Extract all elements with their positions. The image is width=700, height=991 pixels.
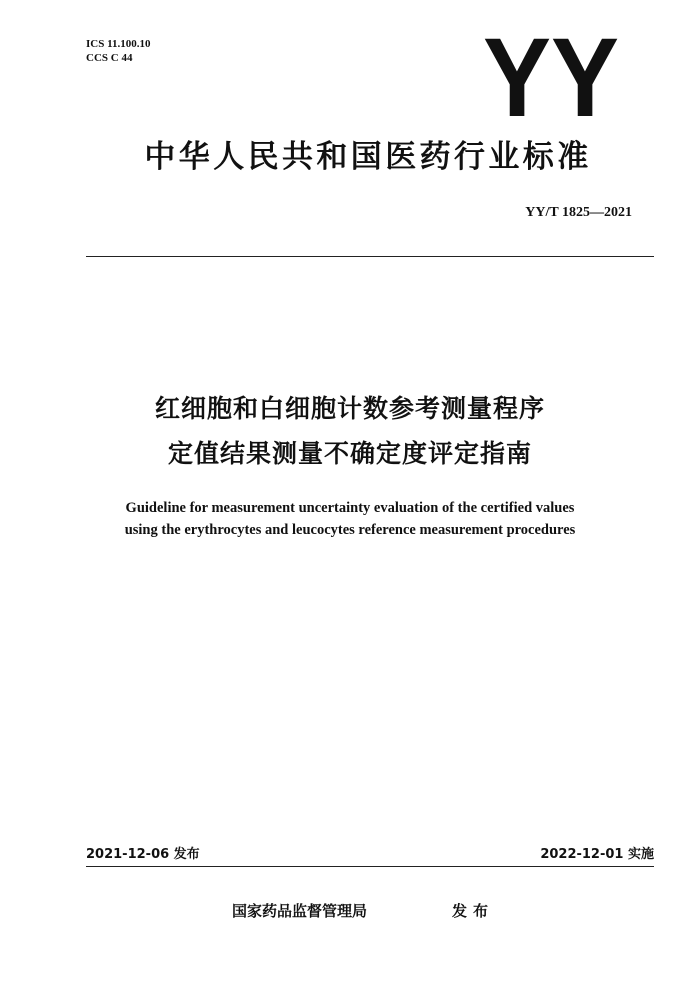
logo-text: YY (483, 30, 619, 122)
yy-logo (482, 30, 620, 122)
ics-code: ICS 11.100.10 (86, 38, 151, 50)
chinese-title-line-1: 红细胞和白细胞计数参考测量程序 (154, 394, 545, 423)
bottom-divider (86, 866, 654, 867)
chinese-title-line-2: 定值结果测量不确定度评定指南 (167, 439, 532, 468)
issuing-authority: 国家药品监督管理局 (232, 902, 368, 920)
top-divider (86, 256, 654, 257)
implementation-date: 2022-12-01 实施 (540, 847, 654, 862)
english-title-line-2: using the erythrocytes and leucocytes reference measurement procedures (124, 522, 576, 538)
ccs-code: CCS C 44 (86, 52, 133, 64)
issuing-action: 发布 (452, 902, 495, 920)
standard-code: YY/T 1825—2021 (525, 205, 632, 220)
english-title-line-1: Guideline for measurement uncertainty evaluation of the certified values (125, 500, 575, 516)
issue-date: 2021-12-06 发布 (86, 847, 200, 862)
standard-category-title: 中华人民共和国医药行业标准 (144, 139, 592, 175)
